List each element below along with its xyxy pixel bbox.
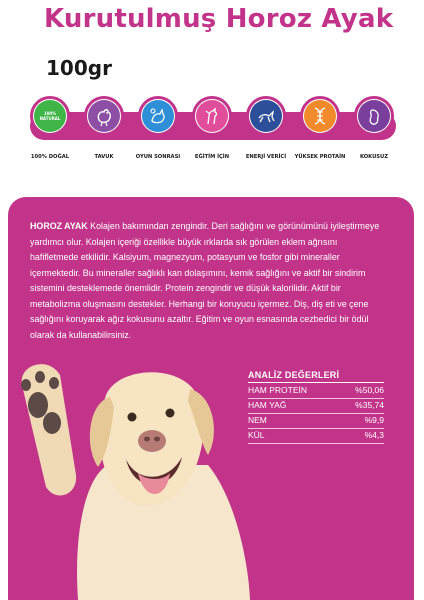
analysis-value: %4,3 bbox=[364, 430, 384, 440]
analysis-row bbox=[248, 414, 384, 429]
feature-label-natural: 100% DOĞAL bbox=[30, 154, 70, 160]
product-weight: 100gr bbox=[46, 56, 112, 80]
feature-label-protein: YÜKSEK PROTAİN bbox=[294, 154, 346, 160]
chicken-icon bbox=[88, 100, 120, 132]
protein-strand-icon bbox=[304, 100, 336, 132]
analysis-title: ANALİZ DEĞERLERİ bbox=[248, 370, 384, 383]
description-lead: HOROZ AYAK bbox=[30, 221, 88, 231]
feature-label-play: OYUN SONRASI bbox=[135, 154, 181, 160]
feature-badge-energy bbox=[246, 96, 286, 136]
analysis-value: %9,9 bbox=[364, 415, 384, 425]
feature-badge-play bbox=[138, 96, 178, 136]
analysis-row bbox=[248, 399, 384, 414]
product-title: Kurutulmuş Horoz Ayak bbox=[44, 4, 394, 34]
feature-badge-training bbox=[192, 96, 232, 136]
odorless-icon bbox=[358, 100, 390, 132]
feature-label-energy: ENERJİ VERİCİ bbox=[245, 154, 287, 160]
analysis-table bbox=[248, 370, 384, 444]
analysis-name: KÜL bbox=[248, 430, 265, 440]
analysis-value: %50,06 bbox=[355, 385, 384, 395]
feature-badge-protein bbox=[300, 96, 340, 136]
analysis-row bbox=[248, 384, 384, 399]
training-dog-icon bbox=[196, 100, 228, 132]
product-description bbox=[30, 219, 386, 343]
analysis-name: HAM PROTEİN bbox=[248, 385, 308, 395]
dog-photo bbox=[18, 355, 258, 600]
feature-label-training: EĞİTİM İÇİN bbox=[194, 154, 230, 160]
jumping-dog-icon bbox=[250, 100, 282, 132]
feature-label-chicken: TAVUK bbox=[94, 154, 114, 160]
feature-badge-chicken bbox=[84, 96, 124, 136]
feature-band bbox=[30, 94, 396, 160]
analysis-row bbox=[248, 429, 384, 444]
description-body: Kolajen bakımından zengindir. Deri sağlığını ve görünümünü iyileştirmeye yardımcı olur. Kolajen içeriği özellikle büyük ırklarda sık görülen eklem ağrısını hafifletmede etkilidir. Kalsiyum, magnezyum, potasyum ve fosfor gibi mineraller içermektedir. Bu mineraller sağlıklı kan dolaşımını, kemik sağlığını ve aktif bir sindirim sistemini desteklemede önemlidir. Protein zengindir ve düşük kalorilidir. Aktif bir metabolizma oluşmasını destekler. Herhangi bir koruyucu içermez. Diş, diş eti ve çene sağlığını koruyarak ağız kokusunu azaltır. Eğitim ve oyun esnasında cezbedici bir ödül olarak da kullanabilirsiniz. bbox=[30, 221, 380, 340]
analysis-name: NEM bbox=[248, 415, 267, 425]
feature-badge-odorless bbox=[354, 96, 394, 136]
analysis-value: %35,74 bbox=[355, 400, 384, 410]
playing-cat-icon bbox=[142, 100, 174, 132]
feature-label-odorless: KOKUSUZ bbox=[359, 154, 389, 160]
natural-seal-icon: 100% NATURAL bbox=[34, 100, 66, 132]
feature-badge-natural bbox=[30, 96, 70, 136]
analysis-name: HAM YAĞ bbox=[248, 400, 287, 410]
